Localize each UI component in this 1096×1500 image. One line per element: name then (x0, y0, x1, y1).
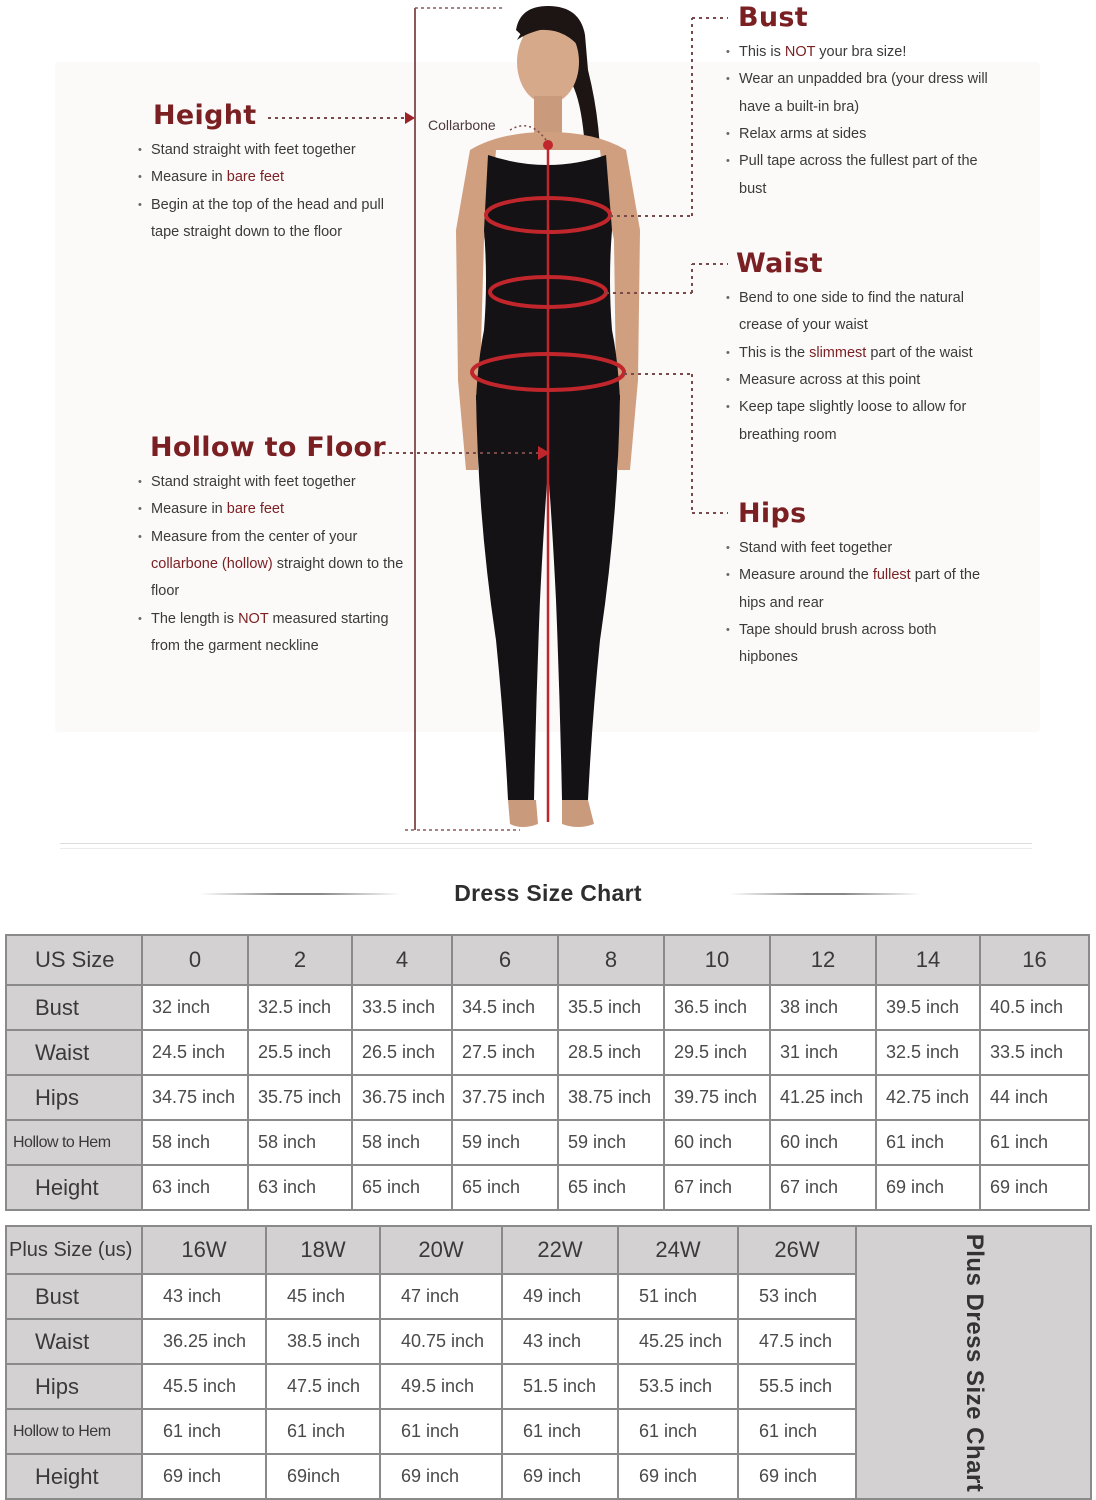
table-cell: 29.5 inch (664, 1030, 770, 1075)
table-cell: 44 inch (980, 1075, 1089, 1120)
table-cell: 43 inch (142, 1274, 266, 1319)
chart-title: Dress Size Chart (454, 880, 642, 906)
table-row (6, 1030, 1089, 1075)
table-cell: 39.75 inch (664, 1075, 770, 1120)
table-cell: 49.5 inch (380, 1364, 502, 1409)
row-label: Waist (6, 1030, 142, 1075)
table-cell: 69 inch (142, 1454, 266, 1499)
waist-item: • Measure across at this point (726, 367, 998, 394)
header-cell: 16 (980, 935, 1089, 985)
row-label: Hollow to Hem (6, 1120, 142, 1165)
waist-instructions (726, 248, 998, 449)
header-cell: 6 (452, 935, 558, 985)
table-cell: 61 inch (380, 1409, 502, 1454)
hips-title: Hips (738, 498, 807, 529)
table-cell: 37.75 inch (452, 1075, 558, 1120)
header-cell: 12 (770, 935, 876, 985)
table-cell: 45 inch (266, 1274, 380, 1319)
table-cell: 40.5 inch (980, 985, 1089, 1030)
hips-instructions (726, 498, 988, 672)
header-cell: 0 (142, 935, 248, 985)
hollow-item: • Measure in bare feet (138, 496, 408, 523)
header-cell: Plus Size (us) (6, 1226, 142, 1274)
table-cell: 69 inch (502, 1454, 618, 1499)
header-cell: 20W (380, 1226, 502, 1274)
row-label: Hips (6, 1364, 142, 1409)
bust-instructions (726, 2, 988, 203)
table-cell: 61 inch (502, 1409, 618, 1454)
table-cell: 32 inch (142, 985, 248, 1030)
row-label: Hollow to Hem (6, 1409, 142, 1454)
header-cell: 14 (876, 935, 980, 985)
us-size-table (5, 934, 1090, 1211)
table-cell: 60 inch (664, 1120, 770, 1165)
hips-item: • Measure around the fullest part of the hips and rear (726, 562, 988, 617)
table-row (6, 985, 1089, 1030)
row-label: Height (6, 1454, 142, 1499)
header-cell: 2 (248, 935, 352, 985)
table-cell: 47.5 inch (266, 1364, 380, 1409)
table-row (6, 1165, 1089, 1210)
table-cell: 69inch (266, 1454, 380, 1499)
header-cell: 22W (502, 1226, 618, 1274)
table-cell: 63 inch (142, 1165, 248, 1210)
table-cell: 60 inch (770, 1120, 876, 1165)
table-cell: 33.5 inch (352, 985, 452, 1030)
bust-item: • This is NOT your bra size! (726, 39, 988, 66)
table-cell: 36.25 inch (142, 1319, 266, 1364)
bust-item: • Pull tape across the fullest part of the bust (726, 148, 988, 203)
table-cell: 34.5 inch (452, 985, 558, 1030)
table-cell: 34.75 inch (142, 1075, 248, 1120)
table-cell: 58 inch (142, 1120, 248, 1165)
table-cell: 65 inch (452, 1165, 558, 1210)
hips-item: • Stand with feet together (726, 535, 988, 562)
table-cell: 61 inch (266, 1409, 380, 1454)
table-cell: 43 inch (502, 1319, 618, 1364)
table-cell: 58 inch (248, 1120, 352, 1165)
table-cell: 51.5 inch (502, 1364, 618, 1409)
header-cell: 18W (266, 1226, 380, 1274)
table-cell: 49 inch (502, 1274, 618, 1319)
header-cell: 4 (352, 935, 452, 985)
collarbone-marker (543, 140, 553, 150)
row-label: Waist (6, 1319, 142, 1364)
collarbone-label: Collarbone (428, 117, 496, 133)
hollow-title: Hollow to Floor (150, 432, 387, 463)
header-cell: 8 (558, 935, 664, 985)
table-cell: 58 inch (352, 1120, 452, 1165)
row-label: Height (6, 1165, 142, 1210)
table-cell: 61 inch (876, 1120, 980, 1165)
table-cell: 42.75 inch (876, 1075, 980, 1120)
waist-title: Waist (736, 248, 823, 279)
table-cell: 40.75 inch (380, 1319, 502, 1364)
table-cell: 67 inch (664, 1165, 770, 1210)
table-cell: 61 inch (738, 1409, 856, 1454)
waist-item: • This is the slimmest part of the waist (726, 340, 998, 367)
section-divider (60, 843, 1032, 849)
table-cell: 59 inch (558, 1120, 664, 1165)
hips-item: • Tape should brush across both hipbones (726, 617, 988, 672)
height-item: • Begin at the top of the head and pull tape straight down to the floor (138, 192, 398, 247)
table-cell: 65 inch (352, 1165, 452, 1210)
waist-item: • Keep tape slightly loose to allow for breathing room (726, 394, 998, 449)
table-cell: 26.5 inch (352, 1030, 452, 1075)
plus-size-table (5, 1225, 1092, 1500)
table-cell: 35.5 inch (558, 985, 664, 1030)
table-cell: 53 inch (738, 1274, 856, 1319)
table-row (6, 1075, 1089, 1120)
height-item: • Measure in bare feet (138, 164, 398, 191)
bust-item: • Relax arms at sides (726, 121, 988, 148)
table-cell: 39.5 inch (876, 985, 980, 1030)
height-title: Height (153, 100, 257, 131)
table-cell: 45.25 inch (618, 1319, 738, 1364)
row-label: Bust (6, 1274, 142, 1319)
table-cell: 45.5 inch (142, 1364, 266, 1409)
table-cell: 53.5 inch (618, 1364, 738, 1409)
header-cell: 16W (142, 1226, 266, 1274)
table-cell: 36.75 inch (352, 1075, 452, 1120)
header-cell: 24W (618, 1226, 738, 1274)
height-item: • Stand straight with feet together (138, 137, 398, 164)
bust-item: • Wear an unpadded bra (your dress will have a built-in bra) (726, 66, 988, 121)
table-cell: 28.5 inch (558, 1030, 664, 1075)
table-cell: 51 inch (618, 1274, 738, 1319)
plus-header-row (6, 1226, 1091, 1274)
size-header-row (6, 935, 1089, 985)
hollow-instructions (138, 432, 408, 660)
height-instructions (138, 100, 398, 246)
row-label: Bust (6, 985, 142, 1030)
table-cell: 69 inch (980, 1165, 1089, 1210)
table-cell: 69 inch (738, 1454, 856, 1499)
table-cell: 25.5 inch (248, 1030, 352, 1075)
waist-item: • Bend to one side to find the natural crease of your waist (726, 285, 998, 340)
table-cell: 47 inch (380, 1274, 502, 1319)
table-cell: 36.5 inch (664, 985, 770, 1030)
plus-chart-title: Plus Dress Size Chart (960, 1233, 988, 1492)
table-cell: 33.5 inch (980, 1030, 1089, 1075)
table-cell: 67 inch (770, 1165, 876, 1210)
table-cell: 41.25 inch (770, 1075, 876, 1120)
table-cell: 65 inch (558, 1165, 664, 1210)
table-cell: 55.5 inch (738, 1364, 856, 1409)
table-cell: 69 inch (876, 1165, 980, 1210)
table-cell: 61 inch (980, 1120, 1089, 1165)
table-cell: 69 inch (380, 1454, 502, 1499)
table-cell: 38.75 inch (558, 1075, 664, 1120)
table-cell: 31 inch (770, 1030, 876, 1075)
table-cell: 61 inch (142, 1409, 266, 1454)
header-cell: 10 (664, 935, 770, 985)
table-cell: 38.5 inch (266, 1319, 380, 1364)
table-cell: 47.5 inch (738, 1319, 856, 1364)
plus-side-panel (856, 1226, 1091, 1499)
table-cell: 61 inch (618, 1409, 738, 1454)
table-cell: 32.5 inch (248, 985, 352, 1030)
table-row (6, 1120, 1089, 1165)
hollow-item: • Stand straight with feet together (138, 469, 408, 496)
table-cell: 24.5 inch (142, 1030, 248, 1075)
bust-title: Bust (738, 2, 808, 33)
height-arrow-icon (405, 112, 415, 124)
header-cell: US Size (6, 935, 142, 985)
table-cell: 69 inch (618, 1454, 738, 1499)
table-cell: 59 inch (452, 1120, 558, 1165)
hollow-item: • The length is NOT measured starting from the garment neckline (138, 606, 408, 661)
table-cell: 63 inch (248, 1165, 352, 1210)
header-cell: 26W (738, 1226, 856, 1274)
table-cell: 27.5 inch (452, 1030, 558, 1075)
table-cell: 32.5 inch (876, 1030, 980, 1075)
hollow-item: • Measure from the center of your collarbone (hollow) straight down to the floor (138, 524, 408, 606)
table-cell: 35.75 inch (248, 1075, 352, 1120)
table-cell: 38 inch (770, 985, 876, 1030)
row-label: Hips (6, 1075, 142, 1120)
